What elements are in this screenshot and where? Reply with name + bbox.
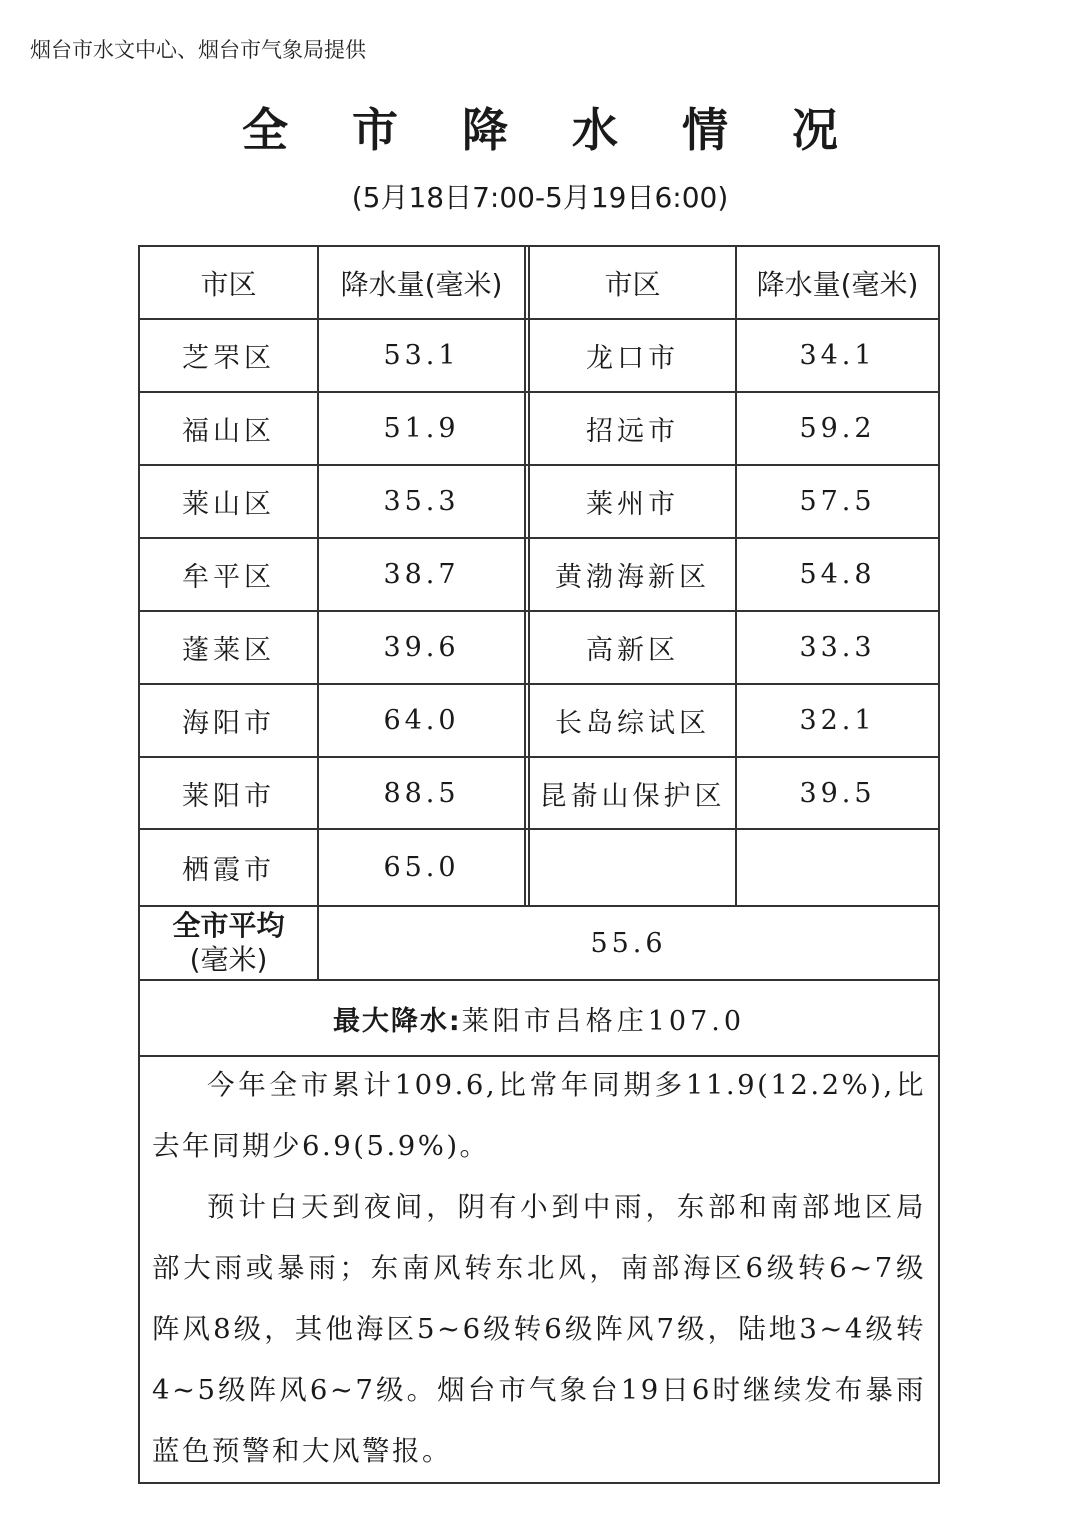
rainfall-value: 64.0 [383, 705, 460, 736]
header-rainfall-right: 降水量(毫米) [756, 267, 919, 301]
district-name: 招远市 [586, 416, 679, 447]
max-rainfall-value: 莱阳市吕格庄107.0 [461, 1005, 746, 1037]
district-name: 长岛综试区 [555, 708, 710, 739]
rainfall-value: 33.3 [799, 632, 876, 663]
rainfall-value: 59.2 [799, 413, 876, 444]
district-name: 高新区 [586, 635, 679, 666]
district-name: 昆嵛山保护区 [539, 780, 726, 812]
rainfall-value: 34.1 [799, 340, 876, 371]
district-name: 蓬莱区 [182, 635, 275, 666]
page-title: 全市降水情况 [242, 103, 902, 157]
district-name: 芝罘区 [182, 343, 275, 374]
district-name: 福山区 [182, 416, 275, 447]
average-label [140, 907, 317, 979]
average-value: 55.6 [590, 927, 667, 959]
max-rainfall-label: 最大降水: [332, 1005, 462, 1037]
district-name: 莱山区 [182, 489, 275, 520]
district-name: 海阳市 [182, 708, 275, 739]
average-label-line2: (毫米) [189, 943, 268, 976]
source-credit: 烟台市水文中心、烟台市气象局提供 [30, 38, 366, 62]
district-name: 龙口市 [586, 343, 679, 374]
time-range: (5月18日7:00-5月19日6:00) [351, 181, 729, 214]
rainfall-value: 57.5 [799, 486, 876, 517]
district-name: 牟平区 [182, 562, 275, 593]
rainfall-value: 54.8 [799, 559, 876, 590]
header-district-left: 市区 [200, 267, 257, 301]
header-rainfall-left: 降水量(毫米) [340, 267, 503, 301]
district-name: 莱阳市 [182, 780, 275, 812]
notes [152, 1055, 926, 1482]
rainfall-value: 65.0 [383, 852, 460, 883]
rainfall-value: 51.9 [383, 413, 460, 444]
average-label-line1: 全市平均 [172, 909, 285, 942]
district-name: 栖霞市 [182, 855, 275, 886]
rainfall-value: 53.1 [383, 340, 460, 371]
rainfall-table [138, 245, 940, 1484]
rainfall-value: 38.7 [383, 559, 460, 590]
max-rainfall [140, 981, 938, 1055]
district-name: 莱州市 [586, 489, 679, 520]
header-district-right: 市区 [604, 267, 661, 301]
rainfall-value: 39.6 [383, 632, 460, 663]
district-name: 黄渤海新区 [555, 562, 710, 593]
rainfall-value: 35.3 [383, 486, 460, 517]
note-paragraph: 今年全市累计109.6,比常年同期多11.9(12.2%),比去年同期少6.9(5.9%)。 [152, 1069, 926, 1162]
rainfall-value: 39.5 [799, 777, 876, 809]
rainfall-value: 88.5 [383, 777, 460, 809]
rainfall-value: 32.1 [799, 705, 876, 736]
note-paragraph: 预计白天到夜间，阴有小到中雨，东部和南部地区局部大雨或暴雨；东南风转东北风，南部海区6级转6~7级阵风8级，其他海区5~6级转6级阵风7级，陆地3~4级转4~5级阵风6~7级。烟台市气象台19日6时继续发布暴雨蓝色预警和大风警报。 [152, 1191, 926, 1467]
